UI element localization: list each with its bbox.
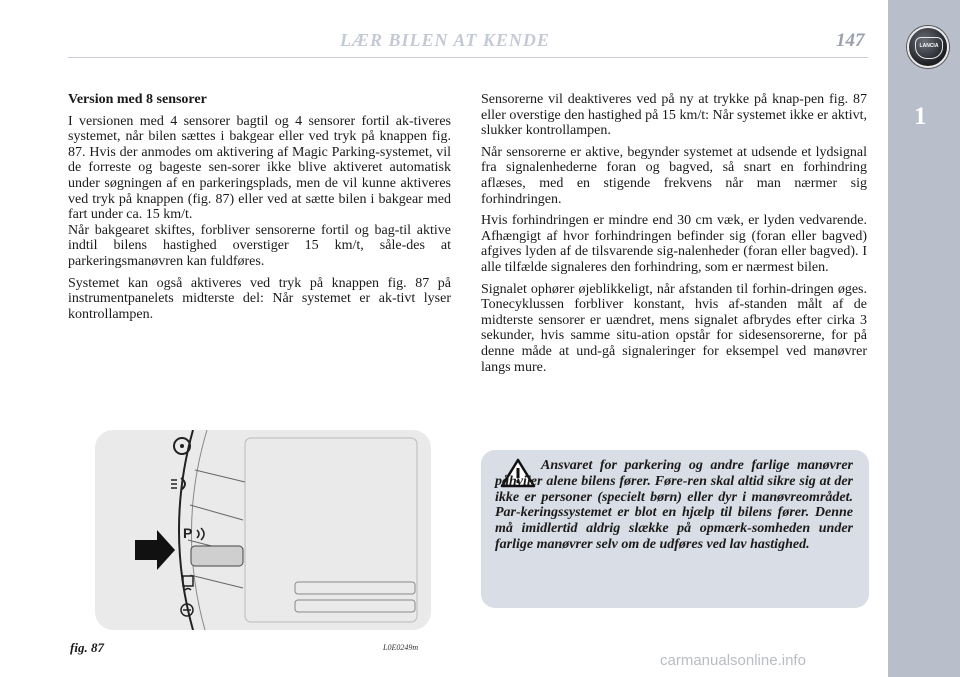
logo-shield <box>915 37 943 59</box>
logo-text: LANCIA <box>919 43 939 49</box>
paragraph: I versionen med 4 sensorer bagtil og 4 sensorer fortil ak-tiveres systemet, når bilen sættes i bakgear eller ved tryk på knappen fig. 87. Hvis der anmodes om aktivering af Magic Parking-systemet, vil de forreste og bageste sen-sorer ikke blive aktiveret automatisk under søgningen af en parkeringsplads, men de vil kunne aktiveres ved tryk på knappen (fig. 87) eller ved at sætte bilen i bakgear med fart under ca. 15 km/t. <box>68 113 451 223</box>
svg-text:P: P <box>183 525 193 541</box>
parking-sensor-button-icon <box>183 525 204 541</box>
paragraph: Hvis forhindringen er mindre end 30 cm væk, er lyden vedvarende. Afhængigt af hvor forhindringen befinder sig (foran eller bagved) afgives lyden af de tilsvarende sig-nalenheder (foran eller bagved). I alle tilfælde signaleres den forhindring, som er nærmest bilen. <box>481 213 867 275</box>
left-column <box>68 92 451 328</box>
watermark: carmanualsonline.info <box>660 652 806 669</box>
right-column <box>481 92 867 381</box>
steering-wheel-icon <box>174 438 190 454</box>
paragraph: Systemet kan også aktiveres ved tryk på knappen fig. 87 på instrumentpanelets midterste del: Når systemet er ak-tivt lyser kontrollampen. <box>68 275 451 322</box>
figure-code: L0E0249m <box>383 643 419 652</box>
chapter-number: 1 <box>914 103 927 130</box>
page-number: 147 <box>836 30 865 51</box>
paragraph: Signalet ophører øjeblikkeligt, når afstanden til forhin-dringen øges. Tonecyklussen forbliver konstant, hvis af-standen målt af de midterste sensorer er uændret, mens signalet afbrydes efter cirka 3 sekunder, hvis samme situ-ation opstår for sidesensorerne, for på denne måde at und-gå signaleringer for eksempel ved manøvrer langs mure. <box>481 281 867 375</box>
chapter-sidebar <box>888 0 960 677</box>
lancia-logo-icon <box>907 26 949 68</box>
section-title: Version med 8 sensorer <box>68 92 207 107</box>
paragraph: Når bakgearet skiftes, forbliver sensorerne fortil og bag-til aktive indtil bilens hastighed overstiger 15 km/t, såle-des at parkeringsmanøvren kan fuldføres. <box>68 222 451 269</box>
header-divider <box>68 57 868 58</box>
pointer-arrow-icon <box>135 530 175 570</box>
highlighted-button <box>191 546 243 566</box>
dashboard-button-figure <box>95 430 431 630</box>
warning-text: Ansvaret for parkering og andre farlige manøvrer påhviler alene bilens fører. Føre-ren skal altid sikre sig at der ikke er personer (specielt børn) eller dyr i manøvreområdet. Par-keringssystemet er blot en hjælp til bilens fører. Denne må imidlertid aldrig slække på opmærk-somheden under farlige manøvrer selv om de udføres ved lav hastighed. <box>495 458 853 552</box>
paragraph: Når sensorerne er aktive, begynder systemet at udsende et lydsignal fra signalenhederne foran og bagved, så snart en forhindring aflæses, med en stigende frekvens når man nærmer sig forhindringen. <box>481 144 867 207</box>
figure-caption: fig. 87 <box>70 640 104 655</box>
paragraph: Sensorerne vil deaktiveres ved på ny at trykke på knap-pen fig. 87 eller overstige den hastighed på 15 km/t: Når systemet ikke er aktivt, slukker kontrollampen. <box>481 92 867 139</box>
page-header-title: LÆR BILEN AT KENDE <box>340 30 550 50</box>
dashboard-illustration <box>95 430 431 630</box>
